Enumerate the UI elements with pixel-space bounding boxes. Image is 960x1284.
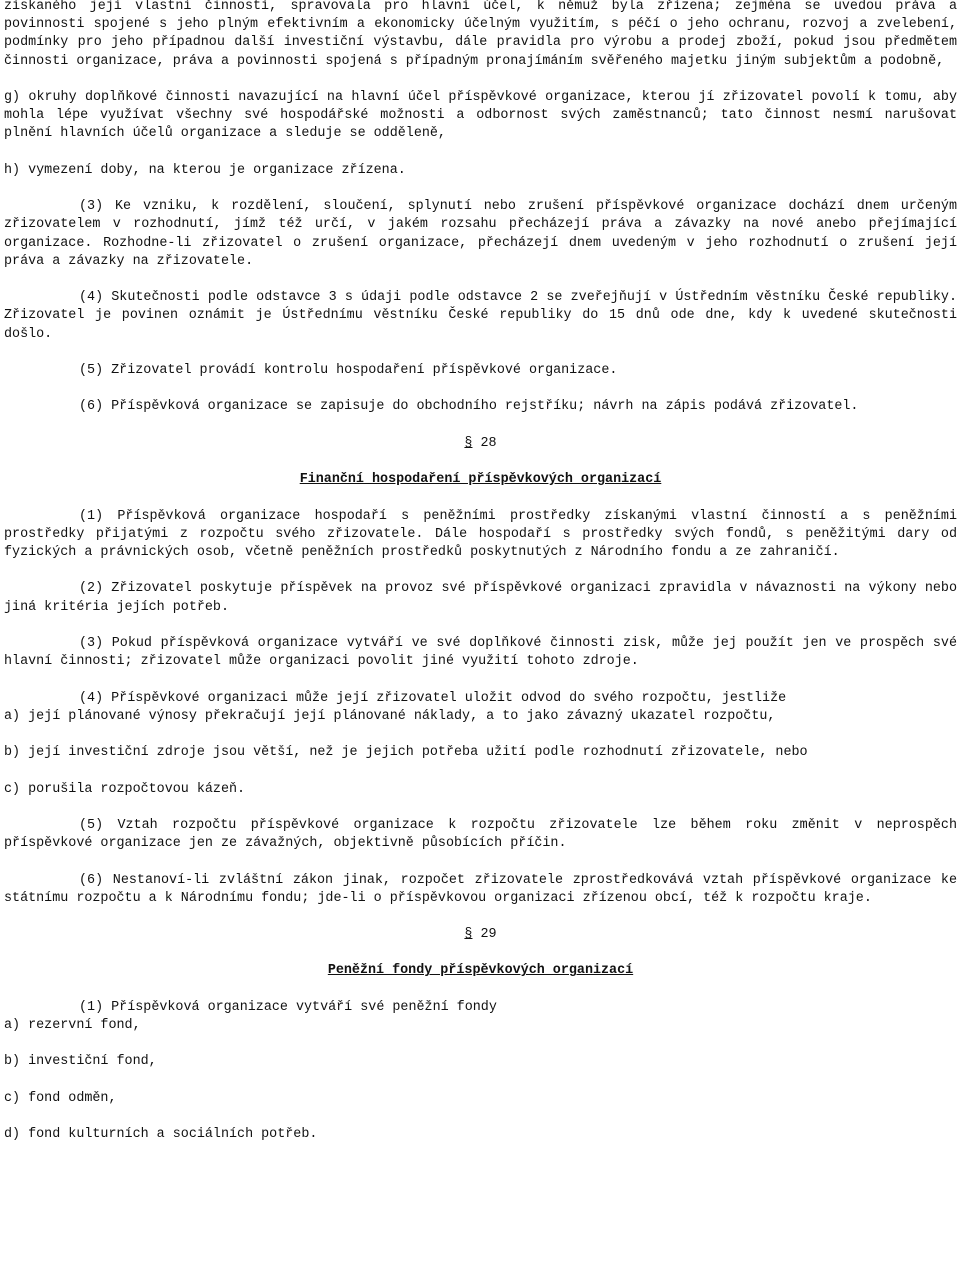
paragraph-28-5: (5) Vztah rozpočtu příspěvkové organizace k rozpočtu zřizovatele lze během roku změnit v neprospěch příspěvkové organizace jen ze závažných, objektivně působících příčin. [4,817,957,852]
paragraph-27-4: (4) Skutečnosti podle odstavce 3 s údaji podle odstavce 2 se zveřejňují v Ústředním věstníku České republiky. Zřizovatel je povinen oznámit je Ústřednímu věstníku České republiky do 15 dnů ode dne, kdy k uvedené skutečnosti došlo. [4,290,957,342]
section-29-title: Peněžní fondy příspěvkových organizací [327,963,634,979]
paragraph-item-g: g) okruhy doplňkové činnosti navazující na hlavní účel příspěvkové organizace, kterou jí zřizovatel povolí k tomu, aby mohla lépe využívat všechny své hospodářské možnosti a odbornost svých zaměstnanců; tato činnost nesmí narušovat plnění hlavních účelů organizace a sleduje se odděleně, [4,90,957,142]
paragraph-29-1-item-c: c) fond odměn, [4,1090,117,1106]
section-28-title: Finanční hospodaření příspěvkových organizací [299,472,662,488]
section-symbol: § [464,927,473,943]
paragraph-28-4-item-c: c) porušila rozpočtovou kázeň. [4,781,246,797]
paragraph-28-4-item-a: a) její plánované výnosy překračují její plánované náklady, a to jako závazný ukazatel rozpočtu, [4,708,776,724]
paragraph-28-3: (3) Pokud příspěvková organizace vytváří ve své doplňkové činnosti zisk, může jej použít jen ve prospěch své hlavní činnosti; zřizovatel může organizaci povolit jiné využití tohoto zdroje. [4,635,957,670]
section-29-number [4,926,957,944]
paragraph-28-2: (2) Zřizovatel poskytuje příspěvek na provoz své příspěvkové organizaci zpravidla v návaznosti na výkony nebo jiná kritéria jejích potřeb. [4,581,957,615]
paragraph-28-4-intro: (4) Příspěvkové organizaci může její zřizovatel uložit odvod do svého rozpočtu, jestliže [79,690,787,706]
paragraph-29-1-intro: (1) Příspěvková organizace vytváří své peněžní fondy [79,999,497,1015]
section-symbol: § [464,435,473,451]
section-28-number [4,435,957,453]
paragraph-29-1-item-d: d) fond kulturních a sociálních potřeb. [4,1127,318,1143]
paragraph-27-6: (6) Příspěvková organizace se zapisuje do obchodního rejstříku; návrh na zápis podává zřizovatel. [79,399,859,415]
paragraph-continuation: získaného její vlastní činností, spravovala pro hlavní účel, k němuž byla zřízena; zejména se uvedou práva a povinnosti spojené s jeho plným efektivním a ekonomicky účelným využitím, s péčí o jeho ochranu, rozvoj a zvelebení, podmínky pro jeho případnou další investiční výstavbu, dále pravidla pro výrobu a prodej zboží, pokud jsou předmětem činnosti organizace, práva a povinnosti spojená s případným pronajímáním svěřeného majetku jiným subjektům a podobně, [4,0,957,69]
paragraph-27-5: (5) Zřizovatel provádí kontrolu hospodaření příspěvkové organizace. [79,362,618,378]
paragraph-28-6: (6) Nestanoví-li zvláštní zákon jinak, rozpočet zřizovatele zprostředkovává vztah příspěvkové organizace ke státnímu rozpočtu a k Národnímu fondu; jde-li o příspěvkovou organizaci zřízenou obcí, též k rozpočtu kraje. [4,872,957,906]
paragraph-item-h: h) vymezení doby, na kterou je organizace zřízena. [4,162,406,178]
section-number: 29 [472,927,497,943]
paragraph-28-1: (1) Příspěvková organizace hospodaří s peněžními prostředky získanými vlastní činností a s peněžními prostředky přijatými z rozpočtu svého zřizovatele. Dále hospodaří s prostředky svých fondů, s peněžitými dary od fyzických a právnických osob, včetně peněžních prostředků poskytnutých z Národního fondu a ze zahraničí. [4,508,957,560]
document-page [4,0,957,1144]
paragraph-29-1-item-a: a) rezervní fond, [4,1018,141,1034]
paragraph-27-3: (3) Ke vzniku, k rozdělení, sloučení, splynutí nebo zrušení příspěvkové organizace dochází dnem určeným zřizovatelem v rozhodnutí, jímž též určí, v jakém rozsahu přecházejí práva a závazky na nové anebo přejímající organizace. Rozhodne-li zřizovatel o zrušení organizace, přecházejí dnem uvedeným v jeho rozhodnutí o zrušení její práva a závazky na zřizovatele. [4,199,957,269]
paragraph-28-4-item-b: b) její investiční zdroje jsou větší, než je jejich potřeba užití podle rozhodnutí zřizovatele, nebo [4,745,808,761]
paragraph-29-1-item-b: b) investiční fond, [4,1054,157,1070]
section-number: 28 [472,435,497,451]
